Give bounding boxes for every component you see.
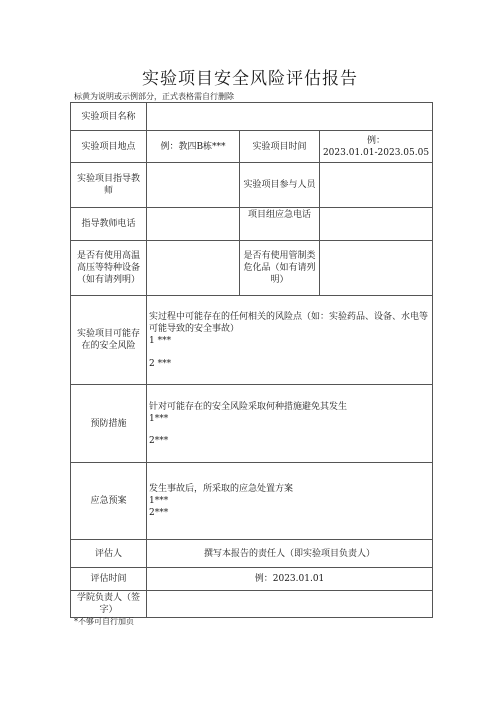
row-project-name (71, 103, 433, 131)
time-value: 2023.01.01-2023.05.05 (322, 147, 430, 158)
prevention-item-2: 2*** (149, 435, 169, 446)
emergency-label: 应急预案 (71, 463, 147, 540)
emergency-description: 发生事故后，所采取的应急处置方案 (149, 484, 294, 494)
footnote: *不够可自行加页 (74, 617, 134, 626)
row-risk (71, 296, 433, 385)
row-college-head (71, 591, 433, 618)
row-phones (71, 208, 433, 241)
assessor-label: 评估人 (71, 540, 147, 568)
project-name-label: 实验项目名称 (71, 103, 147, 131)
time-value-prefix: 例： (367, 135, 386, 146)
row-advisor (71, 163, 433, 208)
prevention-value[interactable] (147, 385, 433, 463)
risk-assessment-table (70, 102, 433, 618)
risk-value[interactable] (147, 296, 433, 385)
controlled-chemicals-value[interactable] (320, 241, 433, 296)
location-value[interactable]: 例：教四B栋*** (147, 131, 240, 163)
participants-value[interactable] (320, 163, 433, 208)
row-equipment-chemicals (71, 241, 433, 296)
college-head-signature[interactable] (147, 591, 433, 618)
time-label: 实验项目时间 (240, 131, 320, 163)
participants-label: 实验项目参与人员 (240, 163, 320, 208)
prevention-description: 针对可能存在的安全风险采取何种措施避免其发生 (149, 401, 348, 412)
advisor-label: 实验项目指导教师 (71, 163, 147, 208)
row-location-time (71, 131, 433, 163)
time-value-cell[interactable] (320, 131, 433, 163)
instruction-note: 标黄为说明或示例部分，正式表格需自行删除 (74, 92, 234, 101)
assess-time-label: 评估时间 (71, 568, 147, 591)
controlled-chemicals-label: 是否有使用管制类危化品（如有请列明） (240, 241, 320, 296)
assess-time-value[interactable]: 例：2023.01.01 (147, 568, 433, 591)
advisor-phone-value[interactable] (147, 208, 240, 241)
prevention-item-1: 1*** (149, 413, 169, 424)
college-head-label: 学院负责人（签字） (71, 591, 147, 618)
advisor-value[interactable] (147, 163, 240, 208)
project-name-value[interactable] (147, 103, 433, 131)
emergency-item-2: 2*** (149, 508, 169, 518)
assessor-value[interactable]: 撰写本报告的责任人（即实验项目负责人） (147, 540, 433, 568)
row-assessor (71, 540, 433, 568)
risk-item-1: 1 *** (149, 335, 172, 346)
location-label: 实验项目地点 (71, 131, 147, 163)
row-assess-time (71, 568, 433, 591)
special-equipment-value[interactable] (147, 241, 240, 296)
risk-description: 实过程中可能存在的任何相关的风险点（如：实验药品、设备、水电等可能导致的安全事故） (149, 311, 429, 334)
risk-item-2: 2 *** (149, 358, 172, 369)
prevention-label: 预防措施 (71, 385, 147, 463)
emergency-item-1: 1*** (149, 496, 169, 506)
advisor-phone-label: 指导教师电话 (71, 208, 147, 241)
emergency-value[interactable] (147, 463, 433, 540)
row-emergency (71, 463, 433, 540)
risk-label: 实验项目可能存在的安全风险 (71, 296, 147, 385)
emergency-phone-value[interactable] (320, 208, 433, 241)
row-prevention (71, 385, 433, 463)
special-equipment-label: 是否有使用高温高压等特种设备（如有请列明） (71, 241, 147, 296)
page-title: 实验项目安全风险评估报告 (142, 69, 358, 89)
emergency-phone-label: 项目组应急电话 (240, 208, 320, 241)
